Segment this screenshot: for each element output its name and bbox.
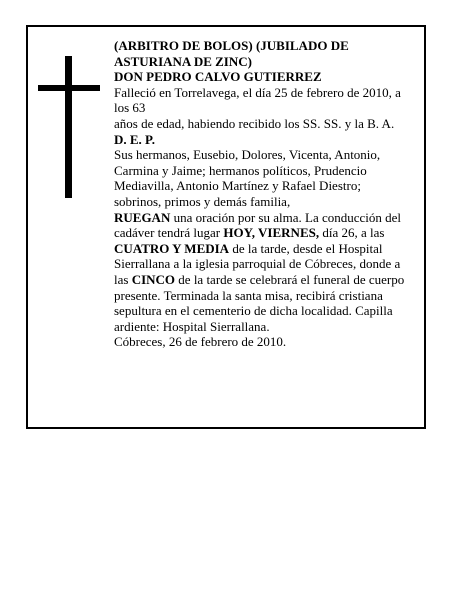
cadaver-end: día 26, a las [319, 225, 385, 241]
cuatro-y-media: CUATRO Y MEDIA [114, 240, 230, 256]
family-line-4: sobrinos, primos y demás familia, [114, 193, 291, 209]
mass-line-3: ardiente: Hospital Sierrallana. [114, 318, 270, 334]
family-line-1: Sus hermanos, Eusebio, Dolores, Vicenta, Antonio, [114, 147, 381, 163]
tarde-line [114, 241, 419, 257]
obituary-notice [26, 25, 426, 429]
las-text: las [114, 271, 132, 287]
family-line-2: Carmina y Jaime; hermanos políticos, Prudencio [114, 162, 367, 178]
ruegan-line [114, 210, 419, 226]
funeral-rest: de la tarde se celebrará el funeral de cuerpo [175, 271, 405, 287]
dep-text: D. E. P. [114, 131, 156, 147]
mass-line-1: presente. Terminada la santa misa, recibirá cristiana [114, 287, 383, 303]
tarde-rest: de la tarde, desde el Hospital [229, 240, 383, 256]
obituary-text [114, 38, 419, 350]
death-line-3: años de edad, habiendo recibido los SS. SS. y la B. A. [114, 115, 395, 131]
hoy-viernes: HOY, VIERNES, [223, 225, 320, 241]
funeral-line [114, 272, 419, 288]
ruegan-text: RUEGAN [114, 209, 171, 225]
family-line-3: Mediavilla, Antonio Martínez y Rafael Diestro; [114, 178, 361, 194]
mass-line-2: sepultura en el cementerio de dicha localidad. Capilla [114, 303, 393, 319]
death-line-1: Falleció en Torrelavega, el día 25 de febrero de 2010, a [114, 84, 401, 100]
latin-cross-icon [38, 56, 100, 198]
heading-line-1: (ARBITRO DE BOLOS) (JUBILADO DE [114, 38, 349, 53]
cross-vertical-bar [65, 56, 72, 198]
place-date: Cóbreces, 26 de febrero de 2010. [114, 334, 287, 350]
death-line-2: los 63 [114, 100, 146, 116]
deceased-name: DON PEDRO CALVO GUTIERREZ [114, 69, 322, 85]
ruegan-rest: una oración por su alma. La conducción del [170, 209, 402, 225]
cinco-text: CINCO [131, 271, 176, 287]
cadaver-line [114, 225, 419, 241]
cross-horizontal-bar [38, 85, 100, 91]
heading-line-2: ASTURIANA DE ZINC) [114, 53, 252, 69]
church-line: Sierrallana a la iglesia parroquial de Cóbreces, donde a [114, 256, 401, 272]
cadaver-start: cadáver tendrá lugar [114, 225, 224, 241]
